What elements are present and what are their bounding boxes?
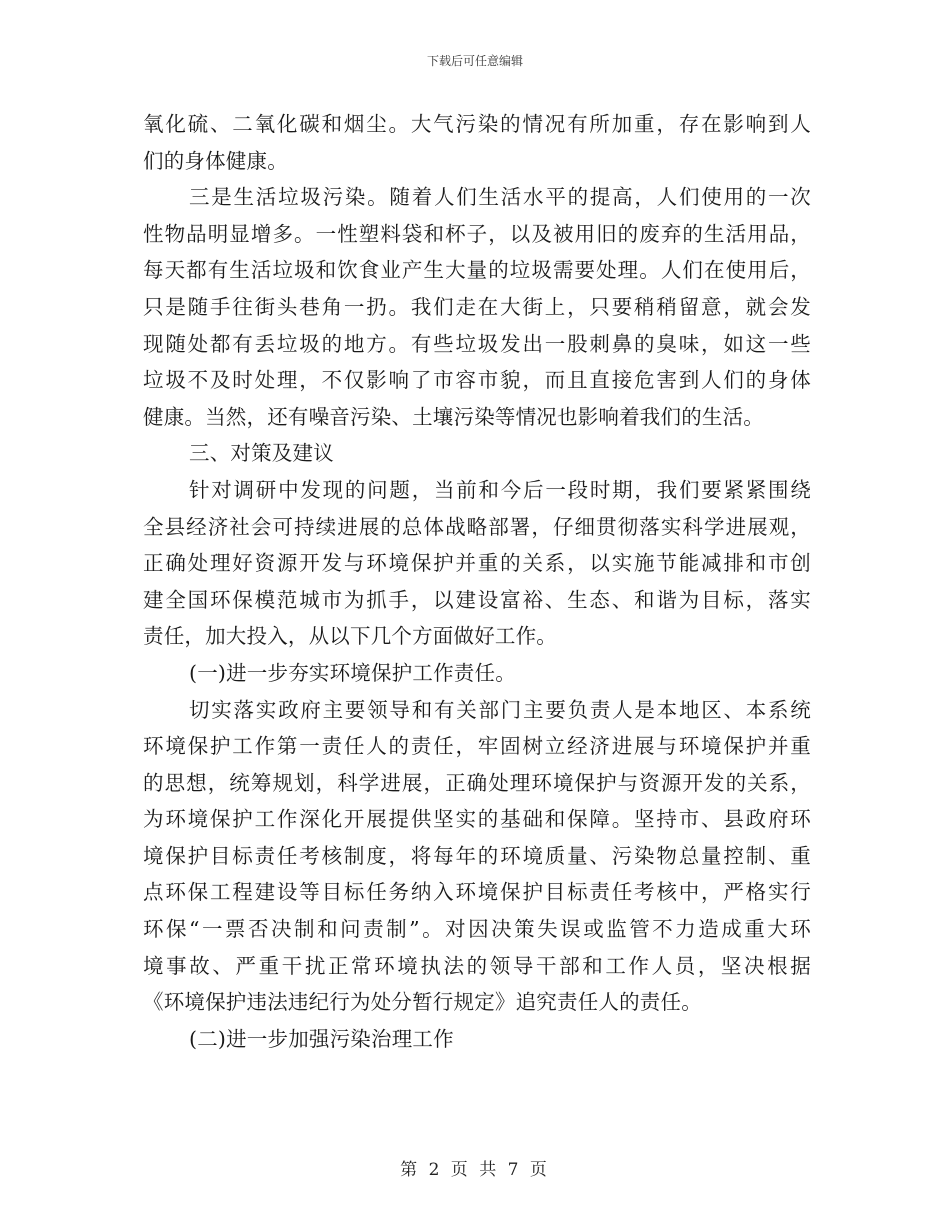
text-line: 点环保工程建设等目标任务纳入环境保护目标责任考核中，严格实行 bbox=[143, 880, 811, 905]
text-line: 只是随手往街头巷角一扔。我们走在大街上，只要稍稍留意，就会发 bbox=[143, 294, 811, 319]
text-line: 们的身体健康。 bbox=[143, 148, 288, 173]
text-line: 建全国环保模范城市为抓手，以建设富裕、生态、和谐为目标，落实 bbox=[143, 587, 811, 612]
text-line: 境保护目标责任考核制度，将每年的环境质量、污染物总量控制、重 bbox=[143, 843, 811, 868]
header-note: 下载后可任意编辑 bbox=[426, 54, 523, 68]
text-line: 境事故、严重干扰正常环境执法的领导干部和工作人员，坚决根据 bbox=[143, 953, 811, 978]
text-line: (一)进一步夯实环境保护工作责任。 bbox=[189, 660, 516, 685]
text-line: 氧化硫、二氧化碳和烟尘。大气污染的情况有所加重，存在影响到人 bbox=[143, 112, 811, 136]
text-line: 三是生活垃圾污染。随着人们生活水平的提高，人们使用的一次 bbox=[189, 185, 811, 210]
text-line: 三、对策及建议 bbox=[189, 441, 334, 466]
text-line: 垃圾不及时处理，不仅影响了市容市貌，而且直接危害到人们的身体 bbox=[143, 368, 811, 393]
text-line: 的思想，统筹规划，科学进展，正确处理环境保护与资源开发的关系， bbox=[143, 770, 811, 795]
body-text bbox=[143, 106, 811, 1057]
text-line: 环境保护工作第一责任人的责任，牢固树立经济进展与环境保护并重 bbox=[143, 734, 811, 759]
text-line: 责任，加大投入，从以下几个方面做好工作。 bbox=[143, 624, 557, 649]
text-line: 为环境保护工作深化开展提供坚实的基础和保障。坚持市、县政府环 bbox=[143, 807, 811, 832]
text-line: 健康。当然，还有噪音污染、土壤污染等情况也影响着我们的生活。 bbox=[143, 404, 764, 429]
text-line: 每天都有生活垃圾和饮食业产生大量的垃圾需要处理。人们在使用后， bbox=[143, 258, 811, 283]
text-line: 针对调研中发现的问题，当前和今后一段时期，我们要紧紧围绕 bbox=[189, 477, 811, 502]
text-line: 切实落实政府主要领导和有关部门主要负责人是本地区、本系统 bbox=[189, 697, 811, 722]
text-line: 性物品明显增多。一性塑料袋和杯子，以及被用旧的废弃的生活用品， bbox=[143, 221, 811, 246]
page-number-footer: 第 2 页 共 7 页 bbox=[400, 1160, 550, 1180]
text-line: (二)进一步加强污染治理工作 bbox=[189, 1026, 454, 1051]
text-line: 全县经济社会可持续进展的总体战略部署，仔细贯彻落实科学进展观， bbox=[143, 514, 811, 539]
text-line: 正确处理好资源开发与环境保护并重的关系，以实施节能减排和市创 bbox=[143, 551, 811, 576]
text-line: 《环境保护违法违纪行为处分暂行规定》追究责任人的责任。 bbox=[143, 990, 702, 1015]
text-line: 环保“一票否决制和问责制”。对因决策失误或监管不力造成重大环 bbox=[143, 917, 811, 942]
text-line: 现随处都有丢垃圾的地方。有些垃圾发出一股刺鼻的臭味，如这一些 bbox=[143, 331, 811, 356]
